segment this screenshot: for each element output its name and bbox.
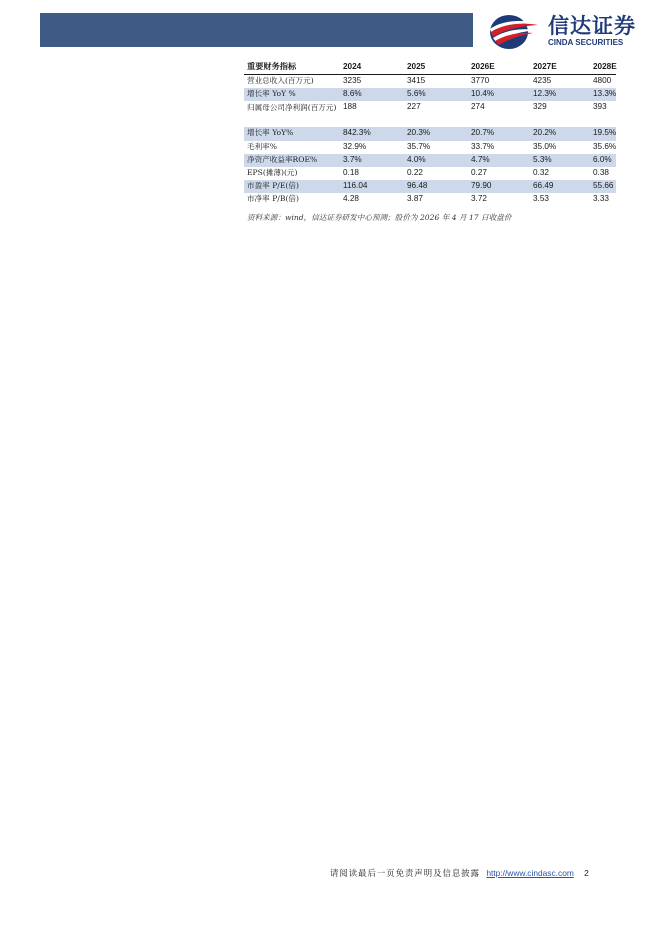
logo-english-name: CINDA SECURITIES bbox=[548, 38, 624, 47]
row-label: 增长率 YoY % bbox=[244, 88, 340, 101]
table-cell: 329 bbox=[533, 102, 547, 112]
page-number: 2 bbox=[584, 868, 589, 878]
page-footer bbox=[330, 866, 630, 880]
table-cell: 96.48 bbox=[404, 180, 468, 193]
table-cell: 4.28 bbox=[343, 194, 359, 204]
table-cell: 5.3% bbox=[530, 154, 590, 167]
table-cell: 4800 bbox=[593, 76, 612, 85]
column-header-year: 2026E bbox=[468, 60, 530, 75]
table-cell: 20.3% bbox=[404, 127, 468, 140]
table-cell: 12.3% bbox=[530, 88, 590, 101]
website-link[interactable]: http://www.cindasc.com bbox=[486, 868, 574, 878]
table-cell: 3.33 bbox=[593, 194, 609, 204]
table-cell: 0.38 bbox=[593, 167, 609, 177]
table-cell: 20.2% bbox=[530, 127, 590, 140]
row-label: 归属母公司净利润(百万元) bbox=[247, 103, 337, 113]
table-cell: 10.4% bbox=[468, 88, 530, 101]
row-label: 市净率 P/B(倍) bbox=[247, 194, 299, 204]
header-bar bbox=[40, 13, 473, 47]
table-row bbox=[244, 193, 616, 206]
table-row bbox=[244, 75, 616, 89]
table-cell: 116.04 bbox=[340, 180, 404, 193]
table-cell: 32.9% bbox=[343, 141, 367, 151]
table-cell: 5.6% bbox=[404, 88, 468, 101]
table-cell: 842.3% bbox=[340, 127, 404, 140]
table-cell: 13.3% bbox=[590, 88, 616, 101]
table-cell: 33.7% bbox=[471, 141, 495, 151]
table-header-row bbox=[244, 60, 616, 75]
table-cell: 3.53 bbox=[533, 194, 549, 204]
table-cell: 3.7% bbox=[340, 154, 404, 167]
table-cell: 274 bbox=[471, 102, 485, 112]
table-cell: 3770 bbox=[471, 76, 490, 85]
table-cell: 227 bbox=[407, 102, 421, 112]
table-cell: 0.32 bbox=[533, 167, 549, 177]
table-cell: 35.7% bbox=[407, 141, 431, 151]
logo-chinese-name: 信达证券 bbox=[548, 14, 636, 38]
table-cell: 66.49 bbox=[530, 180, 590, 193]
table-cell: 6.0% bbox=[590, 154, 616, 167]
financial-indicators-table bbox=[244, 60, 616, 207]
table-cell: 3.72 bbox=[471, 194, 487, 204]
table-row bbox=[244, 127, 616, 140]
row-label: 毛利率% bbox=[247, 141, 277, 151]
table-cell: 3415 bbox=[407, 76, 426, 85]
column-header-year: 2028E bbox=[590, 60, 616, 75]
table-cell: 4.0% bbox=[404, 154, 468, 167]
table-row bbox=[244, 141, 616, 154]
table-cell: 393 bbox=[593, 102, 607, 112]
table-cell: 3235 bbox=[343, 76, 362, 85]
table-cell: 20.7% bbox=[468, 127, 530, 140]
table-cell: 4235 bbox=[533, 76, 552, 85]
column-header-indicator: 重要财务指标 bbox=[244, 60, 340, 75]
table-cell: 4.7% bbox=[468, 154, 530, 167]
table-cell: 0.22 bbox=[407, 167, 423, 177]
source-note: 资料来源：wind，信达证券研发中心预测；股价为 2026 年 4 月 17 日收盘价 bbox=[247, 213, 512, 222]
table-row bbox=[244, 154, 616, 167]
table-cell: 8.6% bbox=[340, 88, 404, 101]
table-cell: 35.6% bbox=[593, 141, 617, 151]
row-label: 净资产收益率ROE% bbox=[244, 154, 340, 167]
row-label: 增长率 YoY% bbox=[244, 127, 340, 140]
table-cell: 0.27 bbox=[471, 167, 487, 177]
table-cell: 3.87 bbox=[407, 194, 423, 204]
column-header-year: 2024 bbox=[340, 60, 404, 75]
table-cell: 55.66 bbox=[590, 180, 616, 193]
column-header-year: 2027E bbox=[530, 60, 590, 75]
table-cell: 35.0% bbox=[533, 141, 557, 151]
cinda-logo-icon bbox=[487, 13, 539, 51]
table-row bbox=[244, 88, 616, 101]
row-label: 营业总收入(百万元) bbox=[247, 76, 314, 85]
table-row bbox=[244, 167, 616, 180]
table-row bbox=[244, 180, 616, 193]
table-row bbox=[244, 101, 616, 127]
table-cell: 188 bbox=[343, 102, 357, 112]
table-cell: 0.18 bbox=[343, 167, 359, 177]
row-label: EPS(摊薄)(元) bbox=[247, 167, 298, 177]
table-cell: 79.90 bbox=[468, 180, 530, 193]
column-header-year: 2025 bbox=[404, 60, 468, 75]
disclaimer-text: 请阅读最后一页免责声明及信息披露 bbox=[330, 868, 480, 878]
table-cell: 19.5% bbox=[590, 127, 616, 140]
row-label: 市盈率 P/E(倍) bbox=[244, 180, 340, 193]
